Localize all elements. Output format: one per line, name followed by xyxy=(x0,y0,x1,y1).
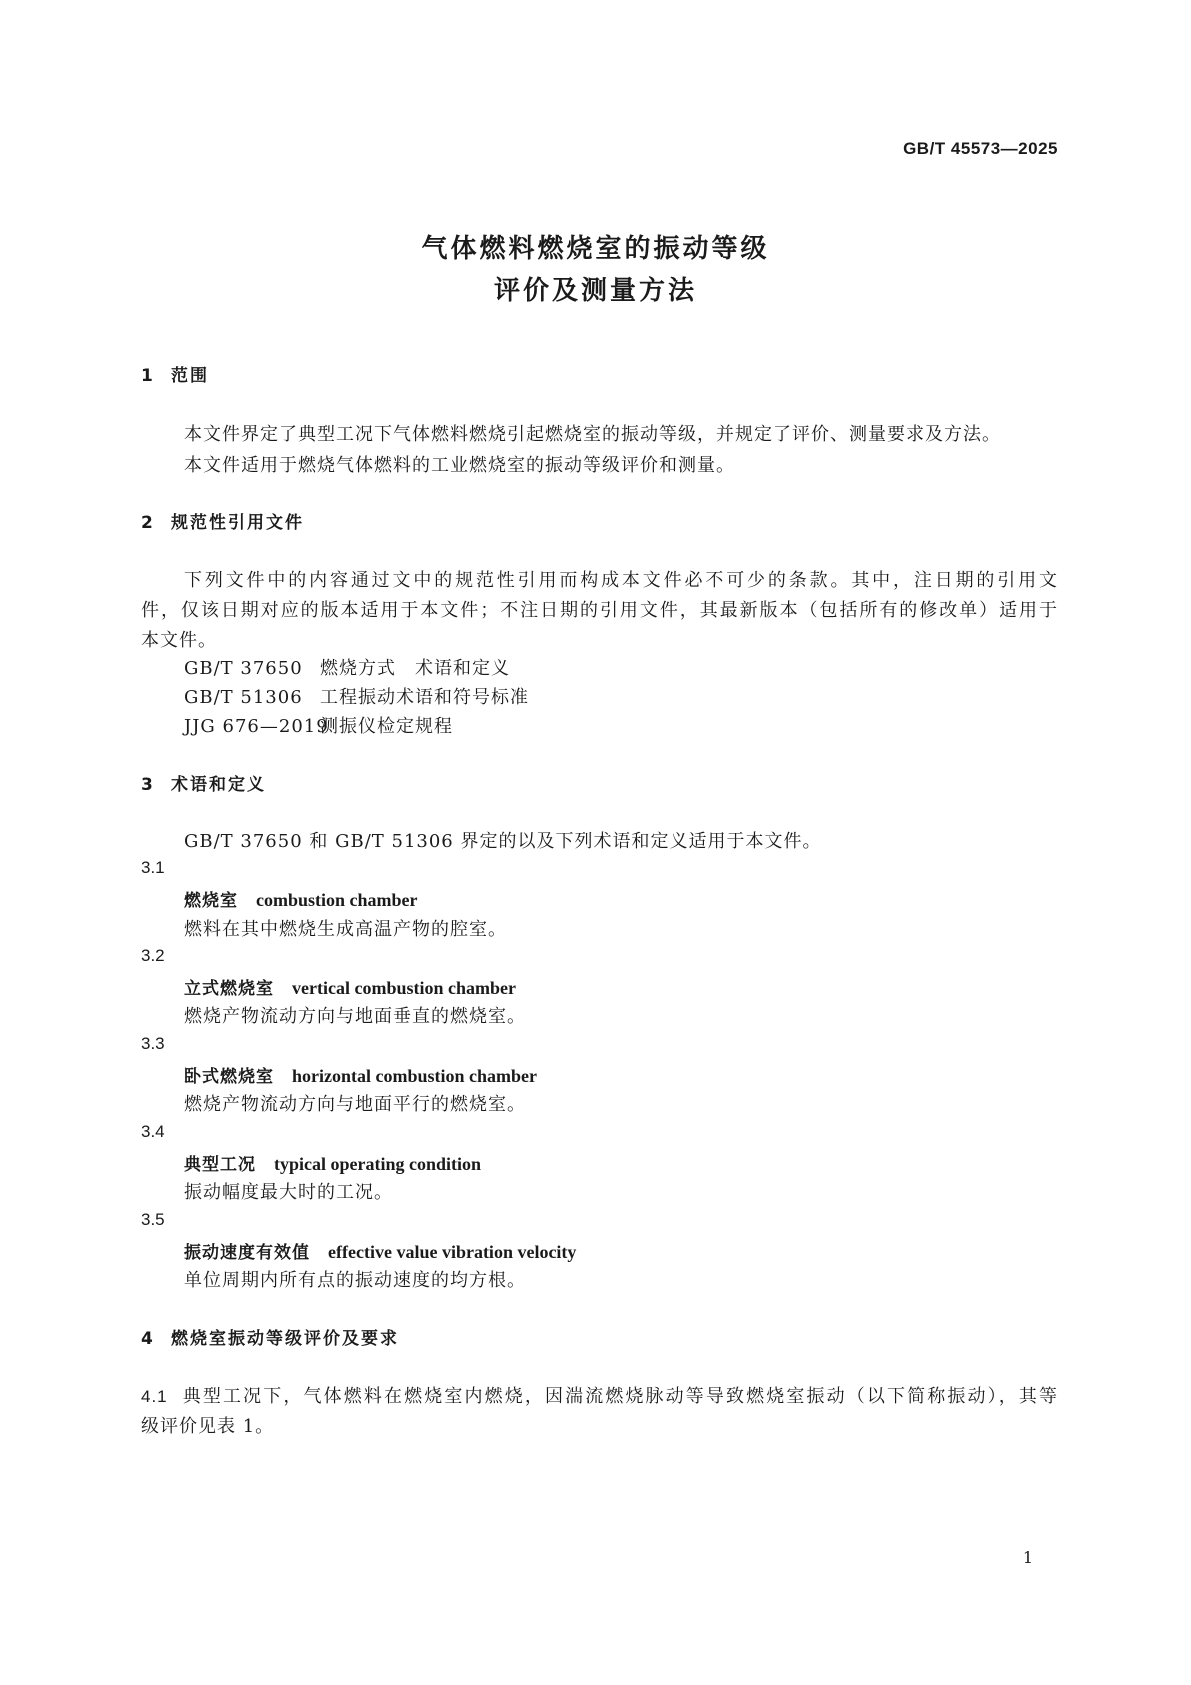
section-label: 规范性引用文件 xyxy=(171,513,304,533)
term-number: 3.2 xyxy=(141,946,165,965)
term-definition: 燃烧产物流动方向与地面平行的燃烧室。 xyxy=(184,1094,526,1115)
term-chinese: 燃烧室 xyxy=(184,891,238,911)
document-title-line2: 评价及测量方法 xyxy=(493,276,697,306)
term-chinese: 振动速度有效值 xyxy=(184,1243,310,1263)
term-chinese: 卧式燃烧室 xyxy=(184,1067,274,1087)
term-english: typical operating condition xyxy=(274,1154,482,1174)
term-definition: 燃烧产物流动方向与地面垂直的燃烧室。 xyxy=(184,1006,526,1027)
term-english: combustion chamber xyxy=(256,890,418,910)
section-2-heading xyxy=(141,508,304,533)
section-label: 燃烧室振动等级评价及要求 xyxy=(171,1329,399,1349)
standard-number: GB/T 45573—2025 xyxy=(903,139,1058,158)
section-1-heading xyxy=(141,361,209,386)
section-label: 范围 xyxy=(171,366,209,386)
section-number: 3 xyxy=(141,775,153,795)
reference-title: 测振仪检定规程 xyxy=(320,716,453,737)
scope-paragraph-1: 本文件界定了典型工况下气体燃料燃烧引起燃烧室的振动等级，并规定了评价、测量要求及方法。 xyxy=(184,424,1001,445)
term-chinese: 典型工况 xyxy=(184,1155,256,1175)
section-4-heading xyxy=(141,1324,399,1349)
clause-number: 4.1 xyxy=(141,1387,168,1406)
term-english: effective value vibration velocity xyxy=(328,1242,577,1262)
section-3-heading xyxy=(141,770,266,795)
term-number: 3.5 xyxy=(141,1210,165,1229)
terms-intro: GB/T 37650 和 GB/T 51306 界定的以及下列术语和定义适用于本文件。 xyxy=(184,831,822,852)
section-number: 2 xyxy=(141,513,153,533)
term-heading xyxy=(184,1150,481,1175)
term-english: horizontal combustion chamber xyxy=(292,1066,537,1086)
reference-code: GB/T 37650 xyxy=(184,658,303,679)
clause-4-1-line-2: 级评价见表 1。 xyxy=(141,1416,275,1437)
term-heading xyxy=(184,886,418,911)
term-chinese: 立式燃烧室 xyxy=(184,979,274,999)
term-heading xyxy=(184,1238,576,1263)
reference-code: JJG 676—2019 xyxy=(184,716,329,737)
term-english: vertical combustion chamber xyxy=(292,978,516,998)
references-intro-line-2: 件，仅该日期对应的版本适用于本文件；不注日期的引用文件，其最新版本（包括所有的修改单）适用于 xyxy=(141,600,1058,621)
clause-4-1-line-1 xyxy=(141,1382,1058,1408)
term-number: 3.3 xyxy=(141,1034,165,1053)
term-definition: 振动幅度最大时的工况。 xyxy=(184,1182,393,1203)
term-heading xyxy=(184,974,516,999)
document-title-line1: 气体燃料燃烧室的振动等级 xyxy=(421,234,770,264)
reference-item xyxy=(184,712,453,738)
section-number: 4 xyxy=(141,1329,153,1349)
term-number: 3.4 xyxy=(141,1122,165,1141)
page-number: 1 xyxy=(1022,1548,1033,1567)
reference-code: GB/T 51306 xyxy=(184,687,303,708)
term-definition: 燃料在其中燃烧生成高温产物的腔室。 xyxy=(184,919,507,940)
section-label: 术语和定义 xyxy=(171,775,266,795)
term-definition: 单位周期内所有点的振动速度的均方根。 xyxy=(184,1270,526,1291)
reference-item xyxy=(184,683,529,709)
references-intro-line-1: 下列文件中的内容通过文中的规范性引用而构成本文件必不可少的条款。其中，注日期的引用文 xyxy=(184,570,1058,591)
reference-item xyxy=(184,654,510,680)
term-heading xyxy=(184,1062,537,1087)
reference-title: 工程振动术语和符号标准 xyxy=(320,687,529,708)
clause-text: 典型工况下，气体燃料在燃烧室内燃烧，因湍流燃烧脉动等导致燃烧室振动（以下简称振动），其等 xyxy=(181,1386,1058,1407)
reference-title: 燃烧方式 术语和定义 xyxy=(320,658,510,679)
references-intro-line-3: 本文件。 xyxy=(141,630,217,651)
scope-paragraph-2: 本文件适用于燃烧气体燃料的工业燃烧室的振动等级评价和测量。 xyxy=(184,455,735,476)
section-number: 1 xyxy=(141,366,153,386)
term-number: 3.1 xyxy=(141,858,165,877)
